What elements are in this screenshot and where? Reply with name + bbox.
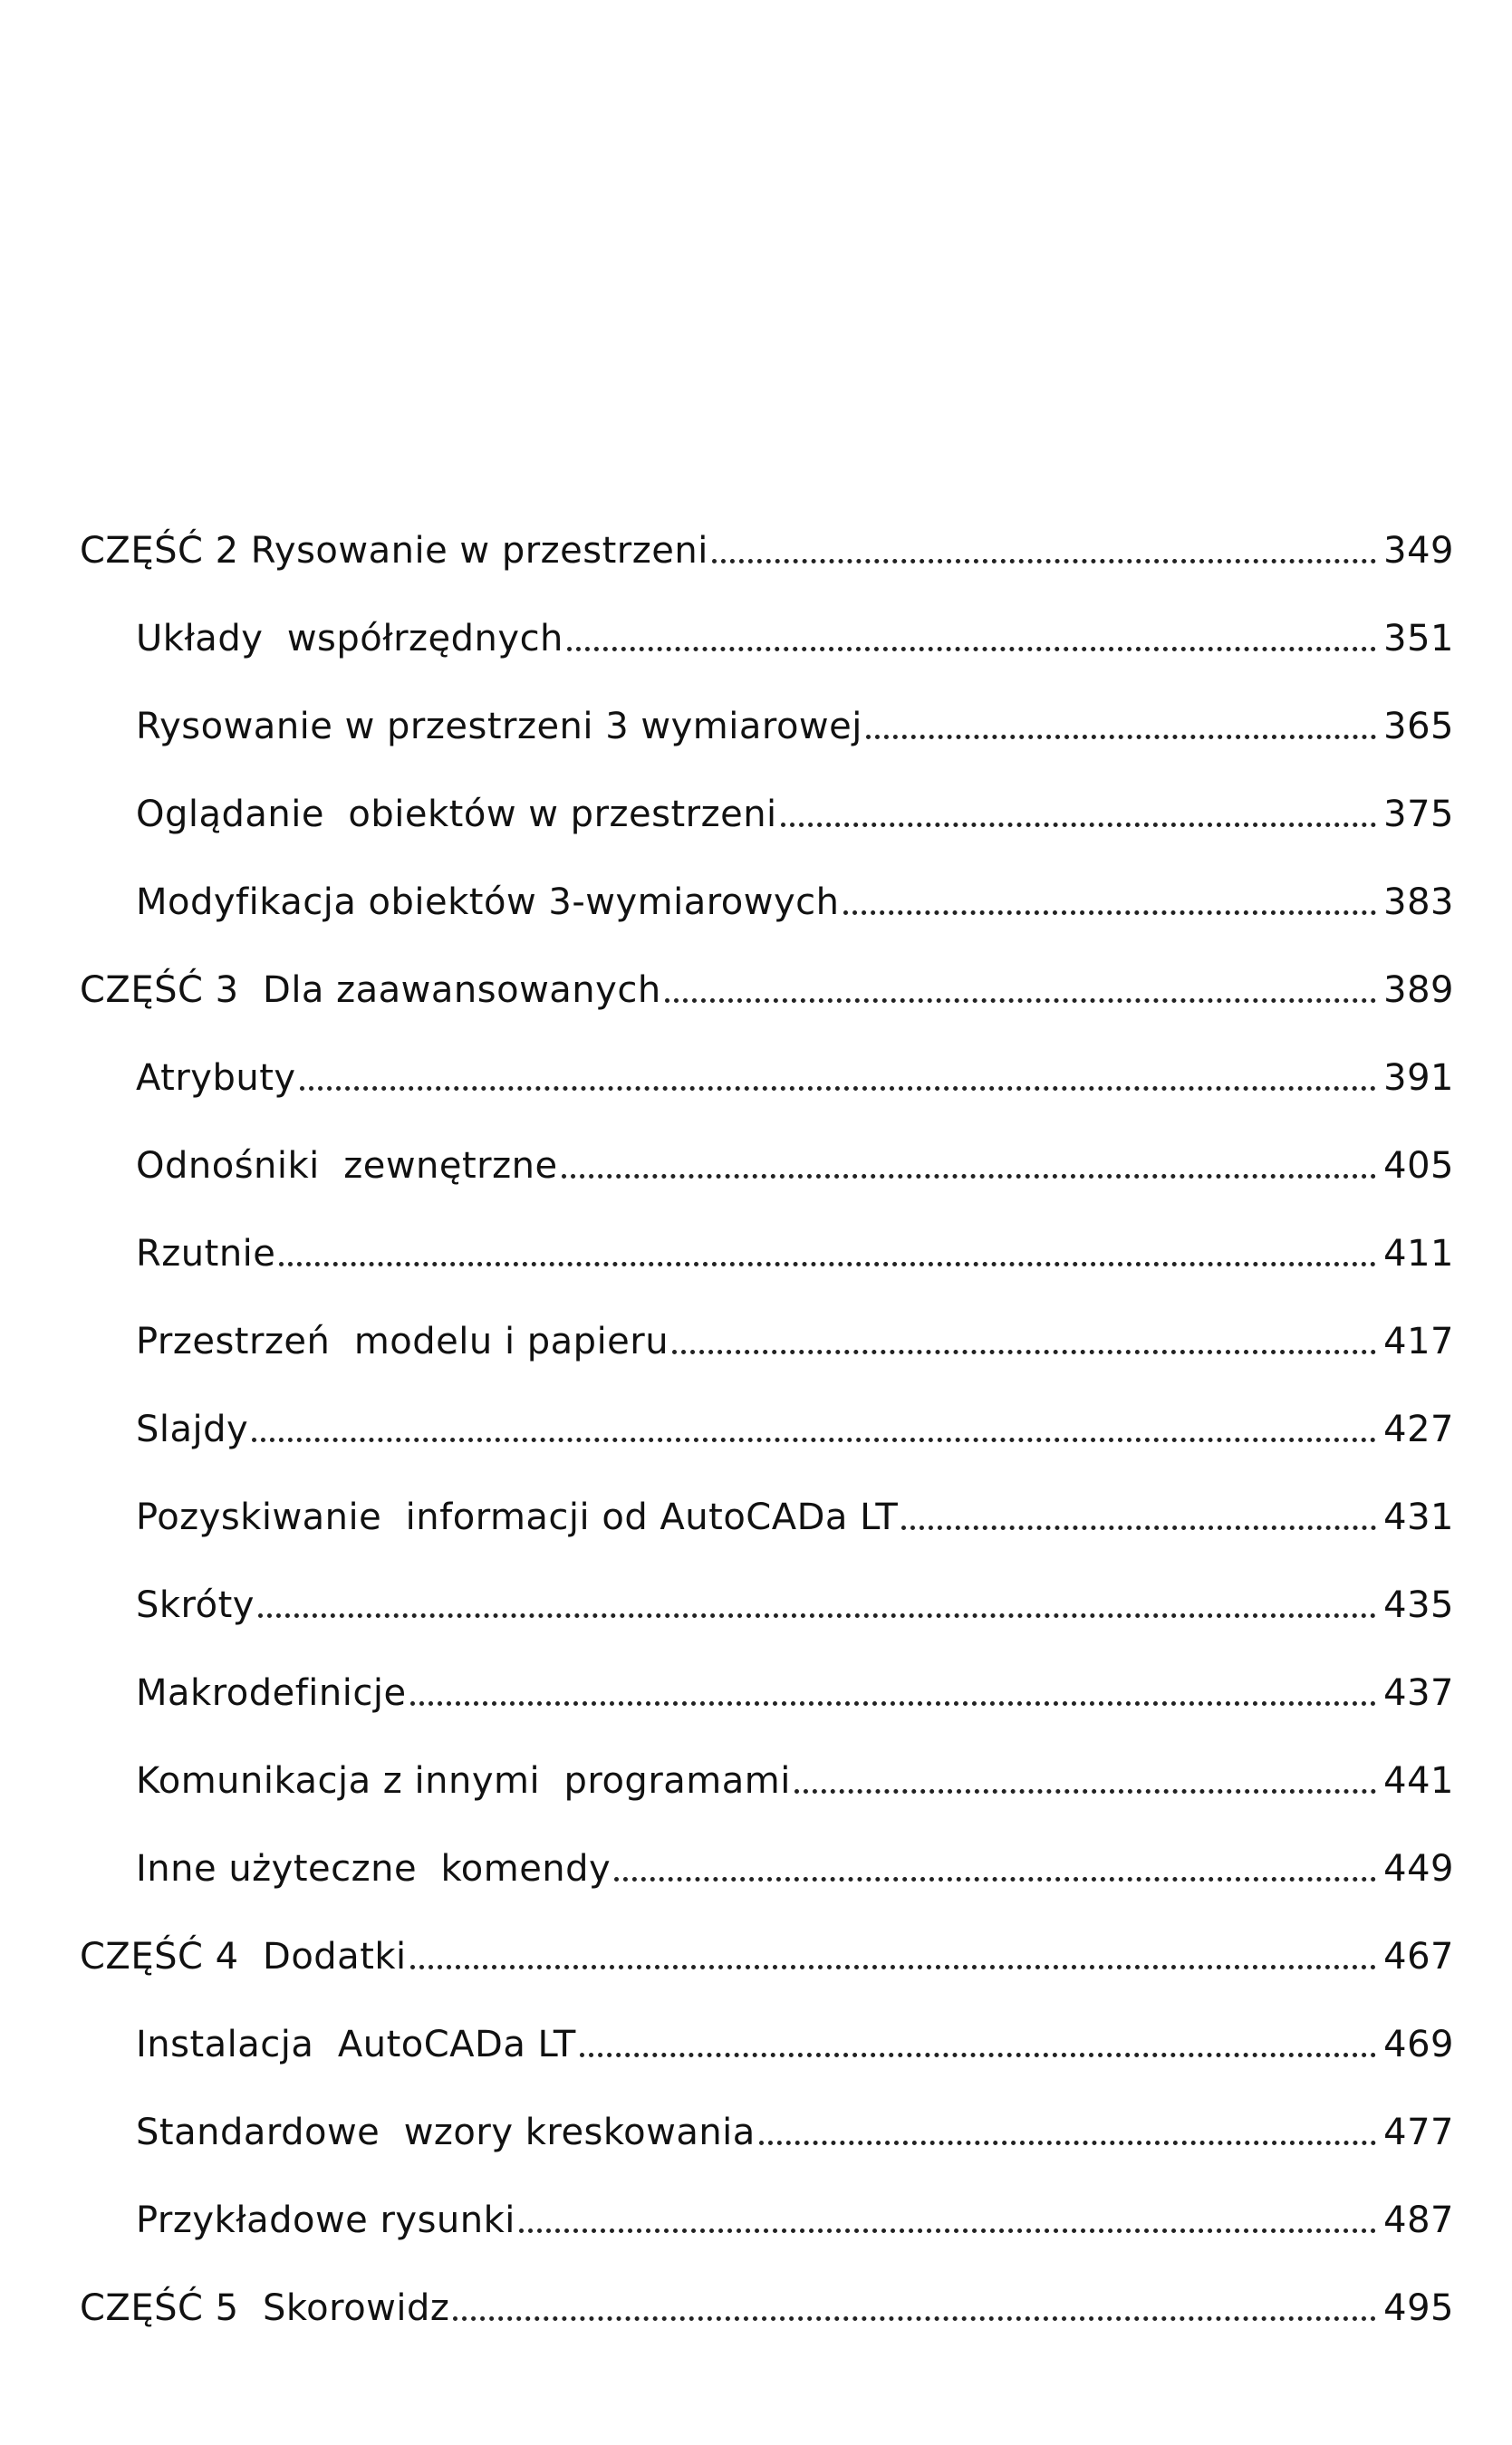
toc-entry-page: 435 [1383,1584,1454,1626]
toc-entry-title: Komunikacja z innymi programami [136,1760,791,1802]
toc-entry-title: Makrodefinicje [136,1672,407,1714]
dot-leader [759,2141,1376,2145]
toc-entry-part-4 [80,1913,1454,1977]
dot-leader [258,1613,1376,1618]
toc-entry [136,1650,1454,1713]
toc-entry-title: Slajdy [136,1409,249,1450]
toc-entry-page: 351 [1383,618,1454,659]
dot-leader [614,1877,1376,1882]
toc-entry-page: 495 [1383,2287,1454,2329]
toc-entry-page: 389 [1383,969,1454,1011]
toc-entry-title: CZĘŚĆ 4 Dodatki [80,1936,407,1978]
toc-entry-page: 375 [1383,794,1454,835]
toc-entry [136,859,1454,922]
toc-entry [136,2177,1454,2240]
dot-leader [300,1086,1376,1091]
dot-leader [410,1701,1376,1706]
toc-entry [136,683,1454,746]
toc-entry-title: Instalacja AutoCADa LT [136,2024,576,2065]
dot-leader [901,1526,1376,1530]
dot-leader [453,2316,1376,2321]
dot-leader [866,735,1376,739]
toc-entry-title: Atrybuty [136,1057,296,1099]
toc-entry-page: 417 [1383,1321,1454,1362]
toc-entry [136,1035,1454,1098]
toc-entry-title: Skróty [136,1584,255,1626]
toc-entry-page: 427 [1383,1409,1454,1450]
toc-entry [136,1298,1454,1362]
toc-entry-title: Rysowanie w przestrzeni 3 wymiarowej [136,706,862,747]
toc-entry [136,1210,1454,1274]
dot-leader [410,1965,1376,1969]
toc-entry-page: 437 [1383,1672,1454,1714]
toc-entry-title: CZĘŚĆ 2 Rysowanie w przestrzeni [80,530,708,572]
toc-entry-title: Odnośniki zewnętrzne [136,1145,558,1187]
dot-leader [279,1262,1376,1266]
toc-entry-page: 383 [1383,881,1454,923]
toc-entry-page: 477 [1383,2112,1454,2153]
dot-leader [580,2053,1376,2057]
toc-entry-title: Standardowe wzory kreskowania [136,2112,756,2153]
toc-entry-title: CZĘŚĆ 3 Dla zaawansowanych [80,969,661,1011]
toc-entry [136,1386,1454,1449]
dot-leader [712,559,1376,563]
dot-leader [795,1789,1376,1794]
toc-entry [136,1474,1454,1537]
dot-leader [562,1174,1376,1179]
toc-entry-page: 441 [1383,1760,1454,1802]
toc-entry-page: 469 [1383,2024,1454,2065]
dot-leader [567,647,1376,651]
dot-leader [665,998,1376,1003]
toc-entry [136,1825,1454,1889]
toc-entry-part-3 [80,947,1454,1010]
toc-entry [136,595,1454,659]
dot-leader [252,1438,1376,1442]
toc-entry [136,2001,1454,2065]
dot-leader [781,823,1376,827]
toc-entry-title: CZĘŚĆ 5 Skorowidz [80,2287,450,2329]
toc-entry-page: 391 [1383,1057,1454,1099]
toc-entry-part-2 [80,507,1454,571]
toc-entry [136,771,1454,834]
dot-leader [672,1350,1376,1354]
toc-entry-title: Inne użyteczne komendy [136,1848,612,1890]
toc-entry-page: 365 [1383,706,1454,747]
toc-entry-title: Przykładowe rysunki [136,2200,515,2241]
toc-entry-page: 449 [1383,1848,1454,1890]
toc-entry [136,1737,1454,1801]
toc-entry-title: Modyfikacja obiektów 3-wymiarowych [136,881,840,923]
toc-entry-title: Przestrzeń modelu i papieru [136,1321,669,1362]
toc-entry [136,2089,1454,2152]
toc-entry-title: Pozyskiwanie informacji od AutoCADa LT [136,1497,899,1538]
toc-entry-title: Rzutnie [136,1233,276,1275]
toc-entry-title: Oglądanie obiektów w przestrzeni [136,794,777,835]
toc-entry-page: 405 [1383,1145,1454,1187]
toc-entry-part-5 [80,2265,1454,2328]
dot-leader [519,2228,1376,2233]
toc-entry-title: Układy współrzędnych [136,618,563,659]
toc-entry [136,1122,1454,1186]
toc-entry [136,1562,1454,1625]
dot-leader [843,910,1376,915]
toc-entry-page: 349 [1383,530,1454,572]
toc-entry-page: 411 [1383,1233,1454,1275]
toc-entry-page: 467 [1383,1936,1454,1978]
toc-entry-page: 487 [1383,2200,1454,2241]
toc-entry-page: 431 [1383,1497,1454,1538]
